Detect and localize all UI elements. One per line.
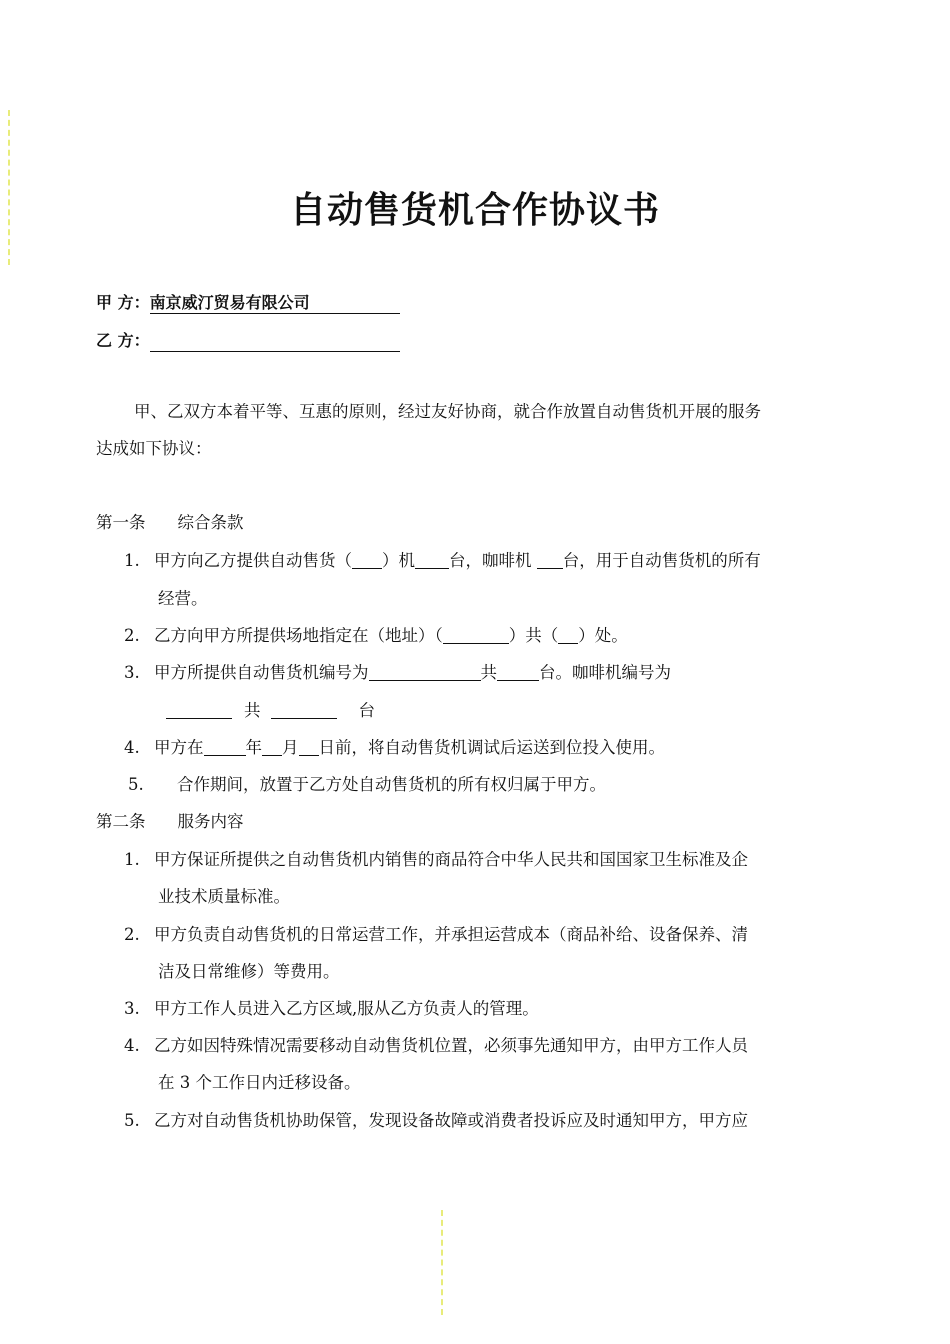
item-text: 日前，将自动售货机调试后运送到位投入使用。 [318,738,665,757]
item-number: 1. [124,850,140,869]
coffee-qty-blank[interactable] [537,550,563,569]
party-a-value: 南京威汀贸易有限公司 [149,293,310,312]
item-text: ）处。 [578,626,628,645]
item-number: 3. [124,663,140,682]
party-b-line [96,328,400,352]
article-2-item-1-cont: 业技术质量标准。 [158,887,290,906]
article-2-number: 第二条 [96,812,146,831]
item-text: 甲方工作人员进入乙方区域,服从乙方负责人的管理。 [154,999,539,1018]
article-2-heading [96,811,244,833]
article-2-item-2 [124,924,748,946]
location-count-blank[interactable] [558,625,578,644]
item-text: 合作期间，放置于乙方处自动售货机的所有权归属于甲方。 [177,775,606,794]
article-2-item-3 [124,998,539,1020]
item-number: 2. [124,925,140,944]
article-1-item-2 [124,625,628,647]
article-2-item-1 [124,849,748,871]
item-text: 共 [480,663,497,682]
item-number: 3. [124,999,140,1018]
intro-line-1: 甲、乙双方本着平等、互惠的原则，经过友好协商，就合作放置自动售货机开展的服务 [134,402,761,421]
article-2-item-4-cont: 在 3 个工作日内迁移设备。 [158,1073,361,1092]
item-number: 4. [124,1036,140,1055]
article-1-number: 第一条 [96,513,146,532]
item-text: 台 [358,701,375,720]
item-text: ）机 [382,551,415,570]
article-1-item-3 [124,662,671,684]
party-a-field[interactable] [150,293,400,314]
day-blank[interactable] [299,737,319,756]
vending-type-blank[interactable] [352,550,382,569]
party-b-label: 乙 方： [96,331,150,350]
page-fold-mark [441,1210,443,1315]
item-text: 甲方向乙方提供自动售货（ [154,551,352,570]
year-blank[interactable] [204,737,246,756]
party-a-label: 甲 方： [96,293,150,312]
article-1-title: 综合条款 [177,513,244,532]
article-2-item-4 [124,1035,748,1057]
article-1-item-4 [124,737,665,759]
article-1-item-1 [124,550,761,572]
vending-serial-count-blank[interactable] [497,662,539,681]
item-text: 乙方向甲方所提供场地指定在（地址）（ [154,626,443,645]
item-number: 5. [124,1111,140,1130]
item-text: 台。咖啡机编号为 [539,663,671,682]
item-text: 月 [282,738,299,757]
item-text: 乙方如因特殊情况需要移动自动售货机位置，必须事先通知甲方，由甲方工作人员 [154,1036,748,1055]
coffee-serial-count-blank[interactable] [271,700,337,719]
vending-qty-blank[interactable] [415,550,449,569]
item-number: 5. [128,775,144,794]
address-blank[interactable] [443,625,509,644]
item-number: 1. [124,551,140,570]
item-number: 2. [124,626,140,645]
article-1-item-5 [128,774,606,796]
item-text: 甲方保证所提供之自动售货机内销售的商品符合中华人民共和国国家卫生标准及企 [154,850,748,869]
item-text: 甲方所提供自动售货机编号为 [154,663,369,682]
item-text: 台，用于自动售货机的所有 [562,551,761,570]
item-text: 甲方负责自动售货机的日常运营工作，并承担运营成本（商品补给、设备保养、清 [154,925,748,944]
article-1-item-1-cont: 经营。 [158,589,208,608]
party-a-line [96,290,400,314]
item-text: 年 [245,738,262,757]
item-text: 共 [244,701,261,720]
month-blank[interactable] [262,737,282,756]
item-text: 乙方对自动售货机协助保管，发现设备故障或消费者投诉应及时通知甲方，甲方应 [154,1111,748,1130]
article-2-item-5 [124,1110,748,1132]
item-text: ）共（ [508,626,559,645]
intro-line-2: 达成如下协议： [96,439,212,458]
item-text: 甲方在 [154,738,204,757]
article-2-title: 服务内容 [177,812,244,831]
vending-serial-blank[interactable] [369,662,481,681]
document-title: 自动售货机合作协议书 [289,190,660,231]
item-number: 4. [124,738,140,757]
item-text: 台，咖啡机 [449,551,537,570]
article-1-heading [96,512,244,534]
coffee-serial-blank[interactable] [166,700,232,719]
article-1-item-3-cont [166,700,375,722]
party-b-field[interactable] [150,331,400,352]
article-2-item-2-cont: 洁及日常维修）等费用。 [158,962,340,981]
